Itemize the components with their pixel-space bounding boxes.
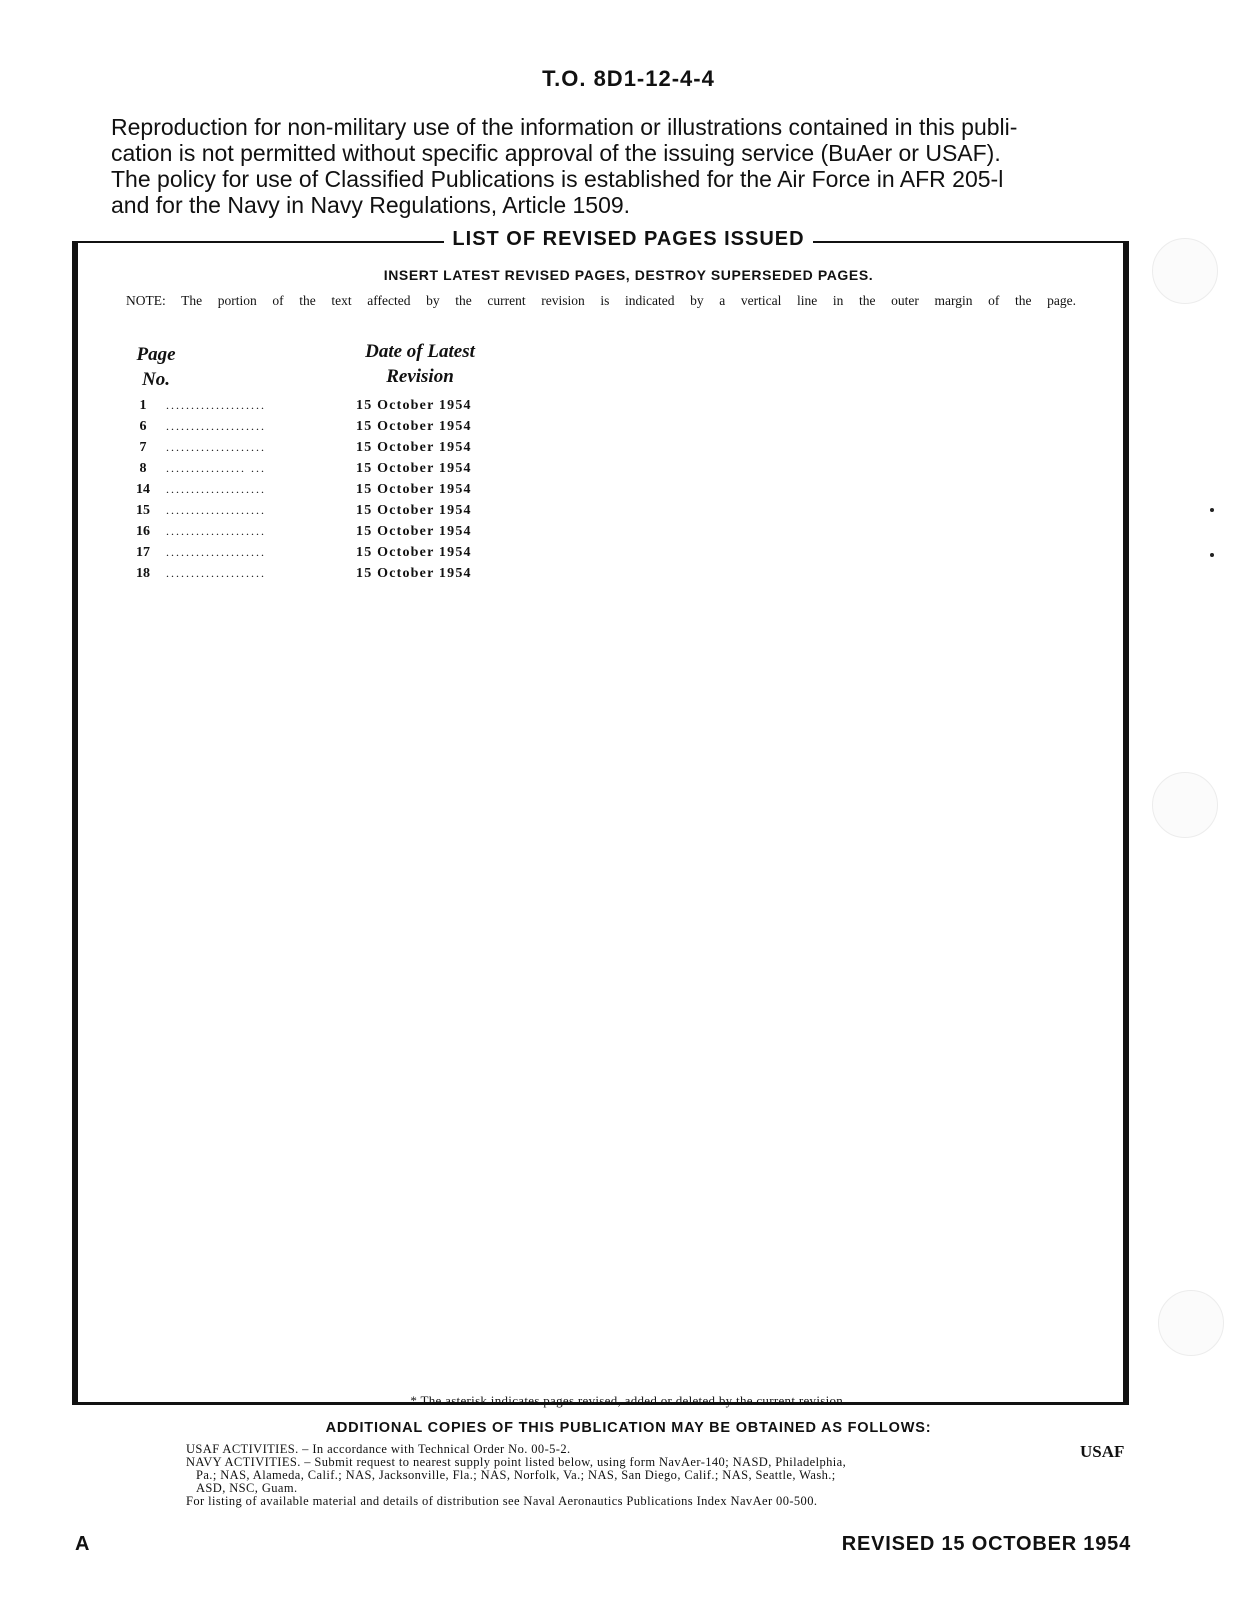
page-number: 15 — [136, 502, 150, 518]
revision-note: NOTE: The portion of the text affected by the current revision is indicated by a vertical line in the outer margin of the page. — [126, 293, 1076, 308]
revised-pages-list — [126, 395, 506, 584]
usaf-badge: USAF — [1080, 1442, 1125, 1461]
revision-date: 15 October 1954 — [356, 502, 472, 518]
additional-copies-heading: ADDITIONAL COPIES OF THIS PUBLICATION MAY BE OBTAINED AS FOLLOWS: — [325, 1420, 932, 1436]
listing-line: For listing of available material and details of distribution see Naval Aeronautics Publications Index NavAer 00-500. — [186, 1494, 818, 1508]
distribution-instructions — [186, 1443, 1018, 1508]
notice-line: and for the Navy in Navy Regulations, Article 1509. — [111, 192, 631, 218]
page-number: 14 — [136, 481, 150, 497]
insert-instruction: INSERT LATEST REVISED PAGES, DESTROY SUPERSEDED PAGES. — [383, 267, 874, 283]
list-item — [126, 500, 506, 521]
print-speck — [1210, 508, 1214, 512]
notice-line: cation is not permitted without specific approval of the issuing service (BuAer or USAF). — [111, 140, 1001, 166]
page-number: 1 — [139, 397, 147, 413]
list-item — [126, 563, 506, 584]
punch-hole-mark — [1152, 772, 1218, 838]
revised-date-footer: REVISED 15 OCTOBER 1954 — [841, 1533, 1131, 1555]
revision-date: 15 October 1954 — [356, 565, 472, 581]
revision-date: 15 October 1954 — [356, 460, 472, 476]
list-item — [126, 458, 506, 479]
column-header-page — [126, 342, 186, 392]
navy-activities-line: NAVY ACTIVITIES. – Submit request to nearest supply point listed below, using form NavAer-140; NASD, Philadelphia, — [186, 1455, 847, 1469]
page-number: 7 — [139, 439, 147, 455]
revision-date: 15 October 1954 — [356, 439, 472, 455]
leader-dots: .................... — [166, 503, 266, 517]
reproduction-notice — [111, 114, 1096, 218]
revision-date: 15 October 1954 — [356, 523, 472, 539]
leader-dots: .................... — [166, 398, 266, 412]
revised-pages-title-text: LIST OF REVISED PAGES ISSUED — [444, 228, 812, 250]
leader-dots: .................... — [166, 524, 266, 538]
list-item — [126, 416, 506, 437]
revision-date: 15 October 1954 — [356, 481, 472, 497]
column-header-page-line2: No. — [142, 369, 170, 390]
print-speck — [1210, 553, 1214, 557]
page-number: 8 — [139, 460, 147, 476]
page-number: 18 — [136, 565, 150, 581]
usaf-activities-line: USAF ACTIVITIES. – In accordance with Technical Order No. 00-5-2. — [186, 1442, 571, 1456]
revision-date: 15 October 1954 — [356, 544, 472, 560]
notice-line: Reproduction for non-military use of the information or illustrations contained in this publi- — [111, 114, 1018, 140]
column-header-date-line2: Revision — [386, 366, 454, 387]
leader-dots: .................... — [166, 440, 266, 454]
revised-pages-title — [0, 228, 1257, 251]
leader-dots: .................... — [166, 566, 266, 580]
punch-hole-mark — [1158, 1290, 1224, 1356]
leader-dots: .................... — [166, 545, 266, 559]
list-item — [126, 542, 506, 563]
column-header-page-line1: Page — [136, 344, 176, 365]
page-number: 6 — [139, 418, 147, 434]
revision-date: 15 October 1954 — [356, 418, 472, 434]
notice-line: The policy for use of Classified Publications is established for the Air Force in AFR 205-l — [111, 166, 1004, 192]
punch-hole-mark — [1152, 238, 1218, 304]
navy-activities-line: ASD, NSC, Guam. — [196, 1481, 298, 1495]
column-header-date — [345, 339, 495, 389]
navy-activities-line: Pa.; NAS, Alameda, Calif.; NAS, Jacksonville, Fla.; NAS, Norfolk, Va.; NAS, San Diego, Calif.; NAS, Seattle, Wash.; — [196, 1468, 836, 1482]
list-item — [126, 395, 506, 416]
column-header-date-line1: Date of Latest — [365, 341, 475, 362]
page-number: 17 — [136, 544, 150, 560]
revision-date: 15 October 1954 — [356, 397, 472, 413]
list-item — [126, 479, 506, 500]
page-number: 16 — [136, 523, 150, 539]
leader-dots: .................... — [166, 419, 266, 433]
list-item — [126, 521, 506, 542]
leader-dots: ................ ... — [166, 461, 266, 475]
leader-dots: .................... — [166, 482, 266, 496]
list-item — [126, 437, 506, 458]
technical-order-number: T.O. 8D1-12-4-4 — [542, 66, 715, 91]
page-letter: A — [75, 1533, 90, 1555]
asterisk-note: * The asterisk indicates pages revised, added or deleted by the current revision. — [410, 1393, 847, 1408]
